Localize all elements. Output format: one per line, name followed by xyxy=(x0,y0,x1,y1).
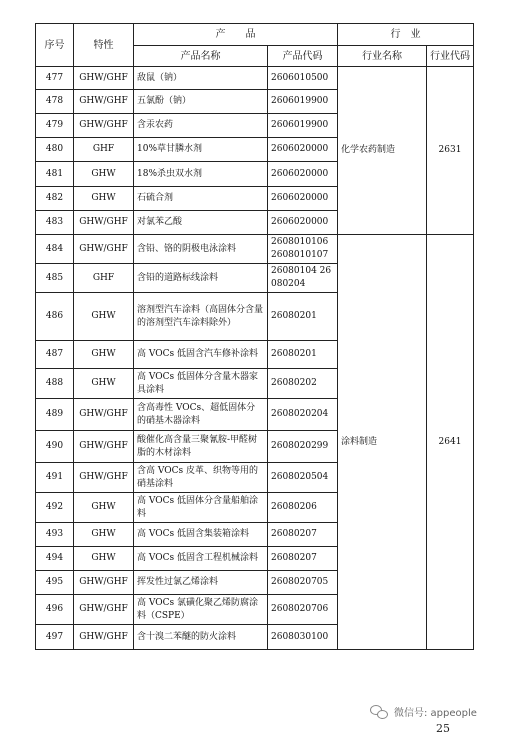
row-product-code: 2606020000 xyxy=(268,187,338,211)
row-attr: GHW/GHF xyxy=(74,235,134,264)
header-product-code: 产品代码 xyxy=(268,46,338,67)
row-product-code: 2606020000 xyxy=(268,211,338,235)
row-product-name: 高 VOCs 低固含集装箱涂料 xyxy=(134,523,268,547)
row-product-name: 18%杀虫双水剂 xyxy=(134,162,268,187)
row-product-name: 挥发性过氯乙烯涂料 xyxy=(134,571,268,595)
row-product-code: 2606019900 xyxy=(268,114,338,138)
row-attr: GHW xyxy=(74,523,134,547)
row-attr: GHW/GHF xyxy=(74,431,134,463)
row-attr: GHW xyxy=(74,369,134,399)
header-industry: 行 业 xyxy=(338,24,474,46)
row-product-name: 高 VOCs 氯磺化聚乙烯防腐涂料（CSPE） xyxy=(134,595,268,625)
row-product-name: 溶剂型汽车涂料（高固体分含量的溶剂型汽车涂料除外） xyxy=(134,293,268,341)
header-attr: 特性 xyxy=(74,24,134,67)
row-attr: GHW xyxy=(74,493,134,523)
wechat-icon xyxy=(370,705,388,719)
product-industry-table xyxy=(35,23,474,650)
header-industry-name: 行业名称 xyxy=(338,46,427,67)
row-no: 491 xyxy=(36,463,74,493)
row-product-name: 含十溴二苯醚的防火涂料 xyxy=(134,625,268,650)
row-attr: GHW/GHF xyxy=(74,595,134,625)
row-product-code: 2608020705 xyxy=(268,571,338,595)
row-product-name: 酸催化高含量三聚氰胺-甲醛树脂的木材涂料 xyxy=(134,431,268,463)
row-no: 495 xyxy=(36,571,74,595)
watermark-text: 微信号: appeople xyxy=(394,708,477,719)
row-attr: GHW/GHF xyxy=(74,67,134,90)
row-no: 479 xyxy=(36,114,74,138)
row-attr: GHW/GHF xyxy=(74,399,134,431)
row-no: 478 xyxy=(36,90,74,114)
row-product-code: 2608020204 xyxy=(268,399,338,431)
row-product-name: 敌鼠（钠） xyxy=(134,67,268,90)
header-industry-code: 行业代码 xyxy=(427,46,474,67)
row-attr: GHW xyxy=(74,162,134,187)
row-product-code: 2608020299 xyxy=(268,431,338,463)
row-attr: GHW/GHF xyxy=(74,463,134,493)
row-product-code: 26080202 xyxy=(268,369,338,399)
row-product-name: 含高 VOCs 皮革、织物等用的硝基涂料 xyxy=(134,463,268,493)
row-product-code: 2608020706 xyxy=(268,595,338,625)
row-product-name: 10%草甘膦水剂 xyxy=(134,138,268,162)
row-product-code: 26080201 xyxy=(268,341,338,369)
row-no: 477 xyxy=(36,67,74,90)
row-no: 489 xyxy=(36,399,74,431)
row-no: 484 xyxy=(36,235,74,264)
page-number: 25 xyxy=(436,722,450,735)
header-seq: 序号 xyxy=(36,24,74,67)
row-attr: GHF xyxy=(74,138,134,162)
row-product-code: 2606010500 xyxy=(268,67,338,90)
industry-name-cell: 涂料制造 xyxy=(338,235,427,650)
row-product-code: 26080104 26080204 xyxy=(268,264,338,293)
row-attr: GHF xyxy=(74,264,134,293)
row-product-code: 2608010106 2608010107 xyxy=(268,235,338,264)
row-product-code: 2606020000 xyxy=(268,162,338,187)
row-product-code: 26080207 xyxy=(268,547,338,571)
row-product-code: 2608030100 xyxy=(268,625,338,650)
row-product-name: 含汞农药 xyxy=(134,114,268,138)
industry-code-cell: 2631 xyxy=(427,67,474,235)
row-no: 482 xyxy=(36,187,74,211)
row-no: 496 xyxy=(36,595,74,625)
industry-code-cell: 2641 xyxy=(427,235,474,650)
row-attr: GHW xyxy=(74,187,134,211)
header-product: 产 品 xyxy=(134,24,338,46)
row-product-name: 高 VOCs 低固含汽车修补涂料 xyxy=(134,341,268,369)
row-no: 493 xyxy=(36,523,74,547)
row-attr: GHW/GHF xyxy=(74,571,134,595)
row-product-name: 高 VOCs 低固体分含量船舶涂料 xyxy=(134,493,268,523)
row-product-name: 石硫合剂 xyxy=(134,187,268,211)
row-attr: GHW/GHF xyxy=(74,211,134,235)
wechat-watermark xyxy=(370,704,477,719)
table-row xyxy=(36,67,474,90)
row-product-code: 2606019900 xyxy=(268,90,338,114)
row-product-name: 含铅、铬的阴极电泳涂料 xyxy=(134,235,268,264)
row-no: 497 xyxy=(36,625,74,650)
row-no: 483 xyxy=(36,211,74,235)
row-no: 494 xyxy=(36,547,74,571)
row-product-name: 高 VOCs 低固含工程机械涂料 xyxy=(134,547,268,571)
row-product-name: 对氯苯乙酸 xyxy=(134,211,268,235)
row-no: 486 xyxy=(36,293,74,341)
row-no: 490 xyxy=(36,431,74,463)
row-attr: GHW/GHF xyxy=(74,625,134,650)
row-product-name: 五氯酚（钠） xyxy=(134,90,268,114)
row-product-code: 26080207 xyxy=(268,523,338,547)
row-attr: GHW/GHF xyxy=(74,90,134,114)
row-product-name: 含铅的道路标线涂料 xyxy=(134,264,268,293)
row-no: 488 xyxy=(36,369,74,399)
row-product-code: 26080201 xyxy=(268,293,338,341)
header-product-name: 产品名称 xyxy=(134,46,268,67)
row-product-name: 含高毒性 VOCs、超低固体分的硝基木器涂料 xyxy=(134,399,268,431)
row-product-code: 2608020504 xyxy=(268,463,338,493)
row-no: 481 xyxy=(36,162,74,187)
row-no: 485 xyxy=(36,264,74,293)
row-product-name: 高 VOCs 低固体分含量木器家具涂料 xyxy=(134,369,268,399)
row-no: 480 xyxy=(36,138,74,162)
table-row xyxy=(36,235,474,264)
row-attr: GHW xyxy=(74,293,134,341)
industry-name-cell: 化学农药制造 xyxy=(338,67,427,235)
row-no: 487 xyxy=(36,341,74,369)
row-attr: GHW xyxy=(74,341,134,369)
row-no: 492 xyxy=(36,493,74,523)
row-attr: GHW/GHF xyxy=(74,114,134,138)
row-attr: GHW xyxy=(74,547,134,571)
row-product-code: 2606020000 xyxy=(268,138,338,162)
row-product-code: 26080206 xyxy=(268,493,338,523)
